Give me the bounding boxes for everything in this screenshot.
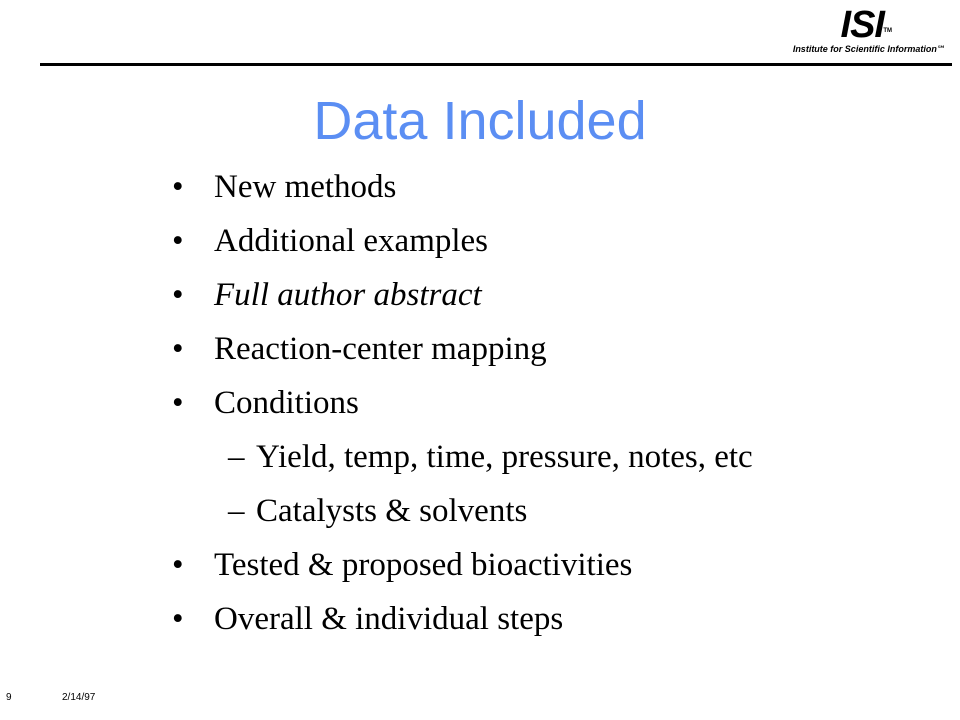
bullet-item bbox=[172, 322, 753, 376]
bullet-text: Tested & proposed bioactivities bbox=[214, 547, 633, 583]
bullet-text: Additional examples bbox=[214, 223, 489, 259]
bullet-text: Conditions bbox=[214, 385, 359, 421]
slide-title: Data Included bbox=[313, 91, 647, 151]
header-rule bbox=[40, 63, 952, 66]
sub-bullet-item bbox=[172, 484, 753, 538]
bullet-text: Full author abstract bbox=[214, 277, 482, 313]
logo-subtitle: Institute for Scientific Information℠ bbox=[792, 44, 946, 54]
bullet-text: New methods bbox=[214, 169, 397, 205]
bullet-text: Reaction-center mapping bbox=[214, 331, 547, 367]
bullet-marker: • bbox=[172, 277, 184, 313]
isi-logo bbox=[736, 6, 946, 58]
page-number: 9 bbox=[6, 692, 12, 703]
bullet-item bbox=[172, 538, 753, 592]
dash-marker: – bbox=[228, 439, 245, 475]
bullet-marker: • bbox=[172, 385, 184, 421]
bullet-marker: • bbox=[172, 601, 184, 637]
bullet-text: Overall & individual steps bbox=[214, 601, 564, 637]
bullet-marker: • bbox=[172, 331, 184, 367]
bullet-text: Yield, temp, time, pressure, notes, etc bbox=[256, 439, 753, 475]
logo-trademark: TM bbox=[883, 28, 892, 34]
bullet-item bbox=[172, 214, 753, 268]
bullet-marker: • bbox=[172, 547, 184, 583]
sub-bullet-item bbox=[172, 430, 753, 484]
dash-marker: – bbox=[228, 493, 245, 529]
logo-mark: ISI bbox=[840, 4, 884, 46]
slide-date: 2/14/97 bbox=[62, 692, 96, 703]
bullet-item bbox=[172, 376, 753, 430]
bullet-item bbox=[172, 160, 753, 214]
bullet-item bbox=[172, 268, 753, 322]
bullet-list bbox=[172, 160, 753, 646]
bullet-text: Catalysts & solvents bbox=[256, 493, 528, 529]
bullet-item bbox=[172, 592, 753, 646]
bullet-marker: • bbox=[172, 169, 184, 205]
bullet-marker: • bbox=[172, 223, 184, 259]
